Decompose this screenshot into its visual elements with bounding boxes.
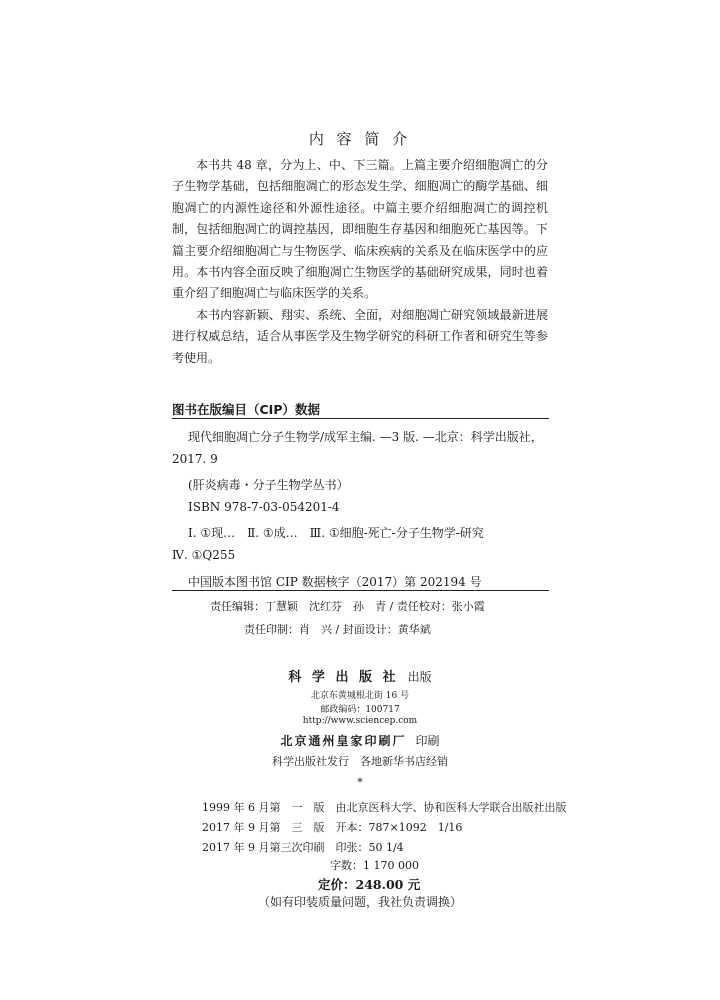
cip-line-1: 现代细胞凋亡分子生物学/成军主编. —3 版. —北京：科学出版社， bbox=[188, 430, 543, 444]
distribution: 科学出版社发行 各地新华书店经销 bbox=[272, 755, 448, 768]
publisher-address: 北京东黄城根北街 16 号 bbox=[310, 691, 410, 701]
printer-name: 北京通州皇家印刷厂 bbox=[280, 734, 407, 748]
intro-paragraph-2: 本书内容新颖、翔实、系统、全面，对细胞凋亡研究领域最新进展进行权威总结，适合从事医学及生物学研究的科研工作者和研究生等参考使用。 bbox=[172, 307, 548, 365]
printer-line bbox=[0, 730, 720, 749]
edition-line-3: 2017 年 9 月第三次印刷 印张：50 1/4 bbox=[202, 841, 404, 854]
cip-line-5: Ⅰ. ①现… Ⅱ. ①成… Ⅲ. ①细胞-死亡-分子生物学-研究 bbox=[188, 526, 484, 540]
cip-top-rule bbox=[172, 418, 549, 419]
price: 定价：248.00 元 bbox=[318, 877, 421, 892]
cip-line-6: Ⅳ. ①Q255 bbox=[172, 548, 236, 562]
cip-line-3: (肝炎病毒・分子生物学丛书） bbox=[188, 478, 349, 492]
cip-heading: 图书在版编目（CIP）数据 bbox=[172, 402, 320, 417]
edition-line-1: 1999 年 6 月第 一 版 由北京医科大学、协和医科大学联合出版社出版 bbox=[202, 801, 567, 814]
publisher-line bbox=[0, 666, 720, 685]
publisher-action: 出版 bbox=[407, 670, 432, 684]
printer-action: 印刷 bbox=[415, 734, 440, 748]
cip-bottom-rule bbox=[172, 590, 549, 591]
publisher-website: http://www.sciencep.com bbox=[302, 716, 418, 726]
cip-isbn: ISBN 978-7-03-054201-4 bbox=[188, 500, 340, 514]
credits-line-1: 责任编辑：丁慧颖 沈红芬 孙 青 / 责任校对：张小霞 bbox=[210, 600, 485, 613]
page-title: 内 容 简 介 bbox=[308, 130, 412, 148]
intro-paragraph-1: 本书共 48 章，分为上、中、下三篇。上篇主要介绍细胞凋亡的分子生物学基础，包括细胞凋亡的形态发生学、细胞凋亡的酶学基础、细胞凋亡的内源性途径和外源性途径。中篇主要介绍细胞凋亡的调控机制，包括细胞凋亡的调控基因，即细胞生存基因和细胞死亡基因等。下篇主要介绍细胞凋亡与生物医学、临床疾病的关系及在临床医学中的应用。本书内容全面反映了细胞凋亡生物医学的基础研究成果，同时也着重介绍了细胞凋亡与临床医学的关系。 bbox=[172, 158, 548, 301]
word-count: 字数：1 170 000 bbox=[330, 859, 419, 872]
credits-line-2: 责任印制：肖 兴 / 封面设计：黄华斌 bbox=[244, 623, 431, 636]
cip-number: 中国版本图书馆 CIP 数据核字（2017）第 202194 号 bbox=[188, 575, 482, 589]
publisher-name: 科 学 出 版 社 bbox=[288, 670, 399, 685]
quality-notice: （如有印装质量问题，我社负责调换） bbox=[257, 895, 462, 909]
separator-star: * bbox=[357, 776, 363, 789]
introduction bbox=[172, 155, 548, 369]
publisher-postcode: 邮政编码：100717 bbox=[320, 705, 400, 715]
cip-line-2: 2017. 9 bbox=[172, 452, 218, 466]
edition-line-2: 2017 年 9 月第 三 版 开本：787×1092 1/16 bbox=[202, 821, 463, 834]
